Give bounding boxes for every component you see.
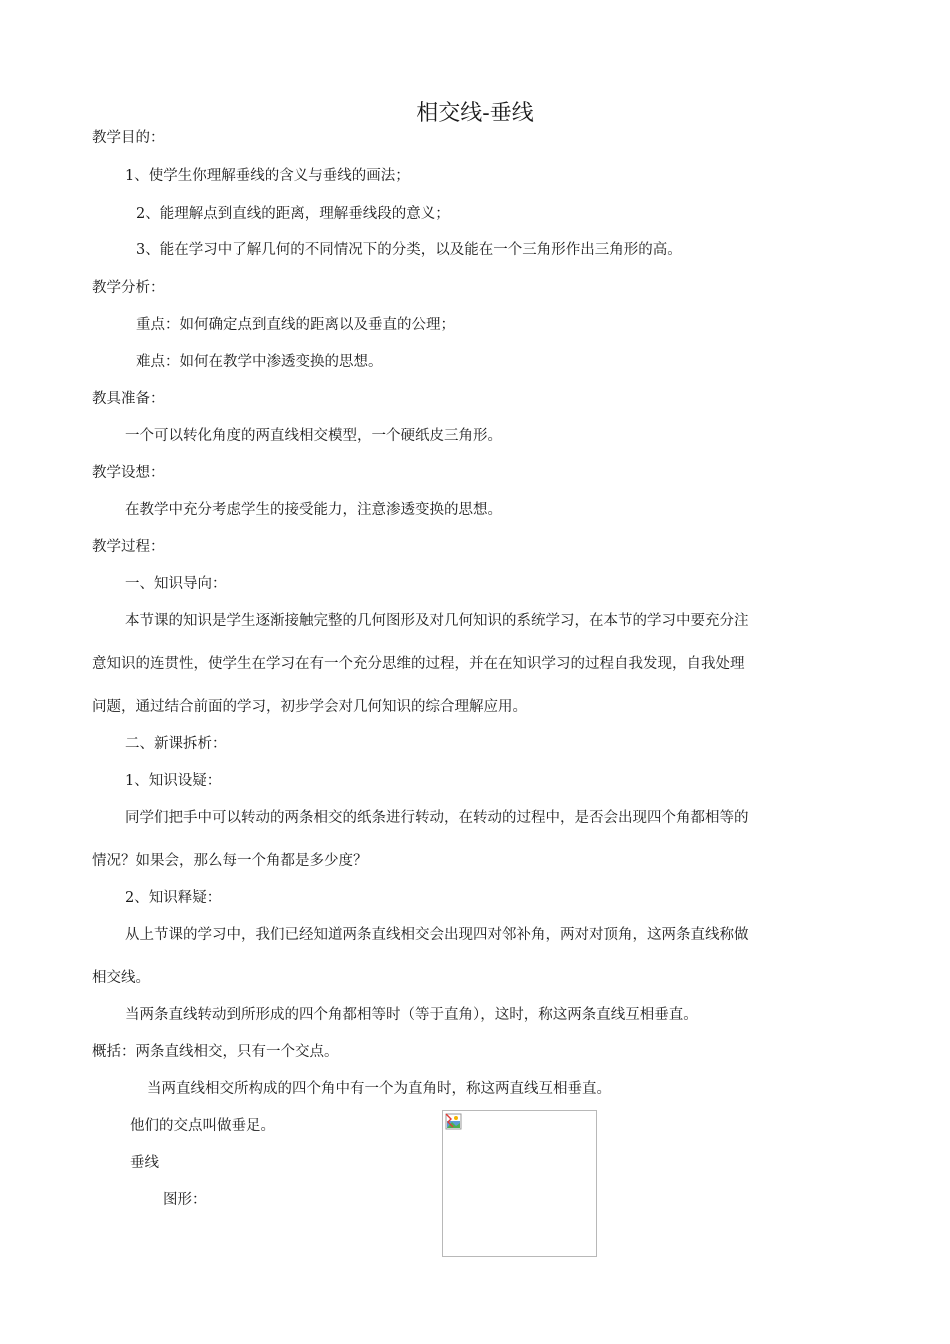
section-1-line-3: 问题，通过结合前面的学习，初步学会对几何知识的综合理解应用。 bbox=[92, 699, 527, 715]
tools-heading: 教具准备： bbox=[92, 391, 165, 407]
subsection-2-heading: 2、知识释疑： bbox=[125, 890, 222, 906]
process-heading: 教学过程： bbox=[92, 539, 165, 555]
analysis-heading: 教学分析： bbox=[92, 280, 165, 296]
subsection-1-heading: 1、知识设疑： bbox=[125, 773, 222, 789]
subsection-2-line-1: 从上节课的学习中，我们已经知道两条直线相交会出现四对邻补角，两对对顶角，这两条直线称做 bbox=[125, 927, 749, 943]
subsection-1-line-1: 同学们把手中可以转动的两条相交的纸条进行转动，在转动的过程中，是否会出现四个角都相等的 bbox=[125, 810, 749, 826]
objective-item-3: 3、能在学习中了解几何的不同情况下的分类，以及能在一个三角形作出三角形的高。 bbox=[136, 242, 682, 258]
objective-item-1: 1、使学生你理解垂线的含义与垂线的画法； bbox=[125, 168, 410, 184]
summary-line-1: 概括：两条直线相交，只有一个交点。 bbox=[92, 1044, 339, 1060]
section-1-line-1: 本节课的知识是学生逐渐接触完整的几何图形及对几何知识的系统学习，在本节的学习中要充分注 bbox=[125, 613, 749, 629]
design-text: 在教学中充分考虑学生的接受能力，注意渗透变换的思想。 bbox=[125, 502, 502, 518]
foot-definition: 他们的交点叫做垂足。 bbox=[130, 1118, 275, 1134]
summary-line-2: 当两直线相交所构成的四个角中有一个为直角时，称这两直线互相垂直。 bbox=[147, 1081, 611, 1097]
subsection-1-line-2: 情况？如果会，那么每一个角都是多少度？ bbox=[92, 853, 368, 869]
section-1-heading: 一、知识导向： bbox=[125, 576, 227, 592]
tools-text: 一个可以转化角度的两直线相交模型，一个硬纸皮三角形。 bbox=[125, 428, 502, 444]
design-heading: 教学设想： bbox=[92, 465, 165, 481]
analysis-difficulty: 难点：如何在教学中渗透变换的思想。 bbox=[136, 354, 383, 370]
analysis-key-point: 重点：如何确定点到直线的距离以及垂直的公理； bbox=[136, 317, 455, 333]
perpendicular-definition: 当两条直线转动到所形成的四个角都相等时（等于直角），这时，称这两条直线互相垂直。 bbox=[125, 1007, 698, 1023]
page-title: 相交线-垂线 bbox=[416, 101, 534, 126]
figure-image-placeholder bbox=[442, 1110, 597, 1257]
objectives-heading: 教学目的： bbox=[92, 130, 165, 146]
section-2-heading: 二、新课拆析： bbox=[125, 736, 227, 752]
objective-item-2: 2、能理解点到直线的距离，理解垂线段的意义； bbox=[136, 206, 450, 222]
subsection-2-line-2: 相交线。 bbox=[92, 970, 150, 986]
figure-label: 图形： bbox=[163, 1192, 207, 1208]
perpendicular-label: 垂线 bbox=[130, 1155, 159, 1171]
section-1-line-2: 意知识的连贯性，使学生在学习在有一个充分思维的过程，并在在知识学习的过程自我发现，自我处理 bbox=[92, 656, 745, 672]
broken-image-icon bbox=[445, 1113, 463, 1131]
